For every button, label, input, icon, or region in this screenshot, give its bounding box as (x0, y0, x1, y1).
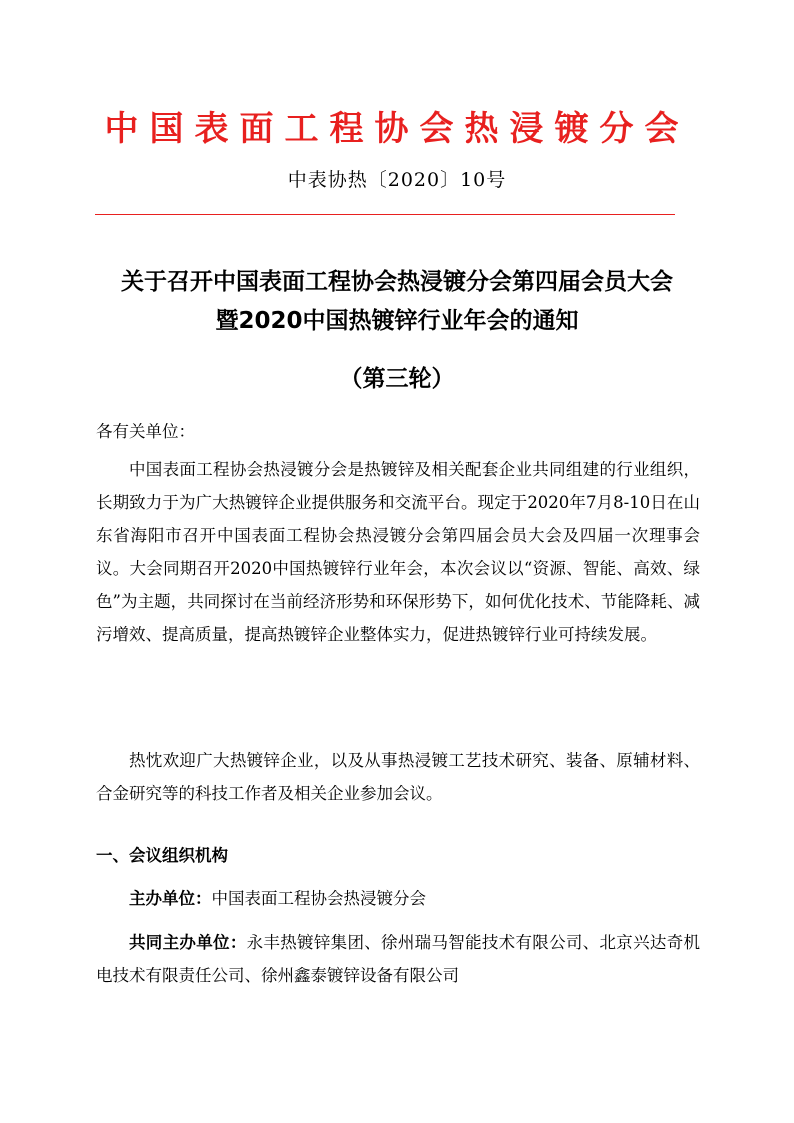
header-divider (95, 214, 675, 215)
body-paragraph-1: 中国表面工程协会热浸镀分会是热镀锌及相关配套企业共同组建的行业组织，长期致力于为广大热镀锌企业提供服务和交流平台。现定于2020年7月8-10日在山东省海阳市召开中国表面工程协会热浸镀分会第四届会员大会及四届一次理事会议。大会同期召开2020中国热镀锌行业年会，本次会议以“资源、智能、高效、绿色”为主题，共同探讨在当前经济形势和环保形势下，如何优化技术、节能降耗、减污增效、提高质量，提高热镀锌企业整体实力，促进热镀锌行业可持续发展。 (96, 460, 700, 644)
section-heading-organization: 一、会议组织机构 (96, 846, 228, 865)
host-value: 中国表面工程协会热浸镀分会 (211, 889, 426, 908)
cohost-value: 永丰热镀锌集团、徐州瑞马智能技术有限公司、北京兴达奇机电技术有限责任公司、徐州鑫泰镀锌设备有限公司 (96, 933, 701, 985)
document-number: 中表协热〔2020〕10号 (287, 169, 507, 191)
notice-round: （第三轮） (339, 366, 455, 392)
host-label: 主办单位： (129, 889, 212, 908)
body-paragraph-2: 热忱欢迎广大热镀锌企业，以及从事热浸镀工艺技术研究、装备、原辅材料、合金研究等的科技工作者及相关企业参加会议。 (96, 751, 700, 803)
org-name-heading: 中国表面工程协会热浸镀分会 (104, 109, 690, 149)
cohost-label: 共同主办单位： (129, 933, 247, 952)
host-unit (96, 882, 700, 915)
greeting: 各有关单位： (96, 422, 195, 441)
notice-title-line1: 关于召开中国表面工程协会热浸镀分会第四届会员大会 (121, 269, 673, 295)
notice-title-line2: 暨2020中国热镀锌行业年会的通知 (215, 308, 579, 334)
cohost-units (96, 926, 700, 992)
